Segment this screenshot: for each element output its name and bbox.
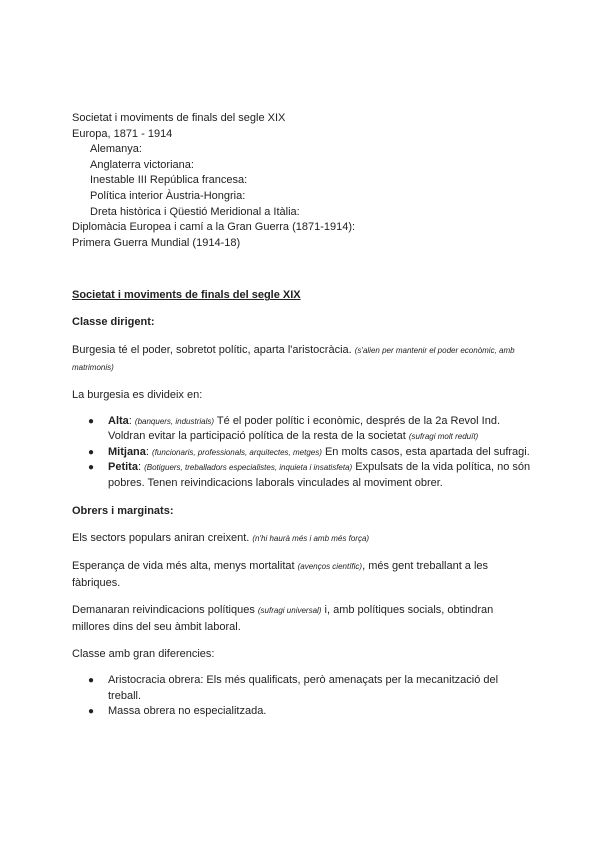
item-note: (sufragi molt reduït) (408, 432, 479, 442)
toc-diplomacy: Diplomàcia Europea i camí a la Gran Guerra (1871-1914): (72, 221, 356, 234)
toc-war: Primera Guerra Mundial (1914-18) (72, 236, 241, 249)
toc-title: Societat i moviments de finals del segle XIX (72, 112, 286, 124)
list-item: ● Petita: (Botiguers, treballadors especialistes, inquieta i insatisfeta) Expulsats de la vida política, no són pobres. Tenen reivindicacions laborals vinculades al moviment obrer. (88, 461, 531, 489)
paragraph (72, 530, 532, 547)
paragraph-text: , més gent treballant a les fàbriques. (72, 560, 489, 590)
toc-item: Dreta històrica i Qüestió Meridional a Itàlia: (90, 205, 300, 218)
item-note: (Botiguers, treballadors especialistes, inquieta i insatisfeta) (144, 463, 353, 473)
item-text: Massa obrera no especialitzada. (108, 705, 267, 718)
paragraph (72, 602, 532, 635)
item-note: (banquers, industrials) (134, 416, 215, 426)
list-item (72, 673, 532, 704)
bullet-list-burgesia (72, 414, 532, 492)
document-page (72, 111, 532, 720)
toc-item: Alemanya: (90, 143, 142, 156)
paragraph-text: Esperança de vida més alta, menys mortalitat (72, 560, 295, 573)
paragraph (72, 342, 532, 376)
paragraph-note: (avenços científic) (297, 562, 363, 572)
bullet-icon: ● (88, 446, 95, 458)
paragraph: La burgesia es divideix en: (72, 388, 203, 401)
bullet-icon: ● (88, 462, 95, 474)
item-label: Mitjana (108, 445, 146, 458)
paragraph-text: Demanaran reivindicacions polítiques (72, 604, 255, 617)
paragraph-note: (s'alien per mantenir el poder econòmic, amb matrimonis) (72, 345, 515, 372)
list-item (72, 704, 532, 720)
item-text: Té el poder polític i econòmic, després de la 2a Revol Ind. Voldran evitar la participació política de la resta de la societat (108, 414, 501, 443)
toc-europe: Europa, 1871 - 1914 (72, 127, 173, 140)
toc-item: Inestable III República francesa: (90, 174, 248, 187)
toc-item: Política interior Àustria-Hongria: (90, 189, 246, 202)
item-label: Alta (108, 414, 129, 427)
bullet-icon: ● (88, 675, 95, 687)
paragraph-note: (sufragi universal) (257, 606, 322, 616)
item-label: Petita (108, 461, 138, 474)
paragraph (72, 558, 532, 591)
toc-item: Anglaterra victoriana: (90, 158, 194, 171)
paragraph-note: (n'hi haurà més i amb més força) (252, 534, 370, 544)
bullet-list-obrers (72, 673, 532, 720)
item-note: (funcionaris, professionals, arquitectes, metges) (152, 447, 322, 457)
list-item: ● Mitjana: (funcionaris, professionals, arquitectes, metges) En molts casos, esta apartada del sufragi. (72, 445, 532, 461)
item-text: Expulsats de la vida política, no són pobres. Tenen reivindicacions laborals vinculades al moviment obrer. (108, 461, 531, 489)
paragraph: Classe amb gran diferencies: (72, 648, 215, 661)
list-item: ● Alta: (banquers, industrials) Té el poder polític i econòmic, després de la 2a Revol Ind. Voldran evitar la participació política de la resta de la societat (sufragi molt reduït) (88, 414, 501, 443)
bullet-icon: ● (88, 415, 95, 427)
paragraph-text: Burgesia té el poder, sobretot polític, aparta l'aristocràcia. (72, 343, 352, 356)
paragraph-text: i, amb polítiques socials, obtindran millores dins del seu àmbit laboral. (72, 604, 494, 634)
bullet-icon: ● (88, 706, 95, 718)
section-title: Societat i moviments de finals del segle XIX (72, 289, 301, 302)
item-text: En molts casos, esta apartada del sufragi. (324, 445, 530, 458)
item-text: Aristocracia obrera: Els més qualificats, però amenaçats per la mecanització del treball. (108, 674, 499, 702)
heading-obrers: Obrers i marginats: (72, 504, 174, 517)
heading-classe-dirigent: Classe dirigent: (72, 315, 155, 328)
paragraph-text: Els sectors populars aniran creixent. (72, 532, 250, 545)
